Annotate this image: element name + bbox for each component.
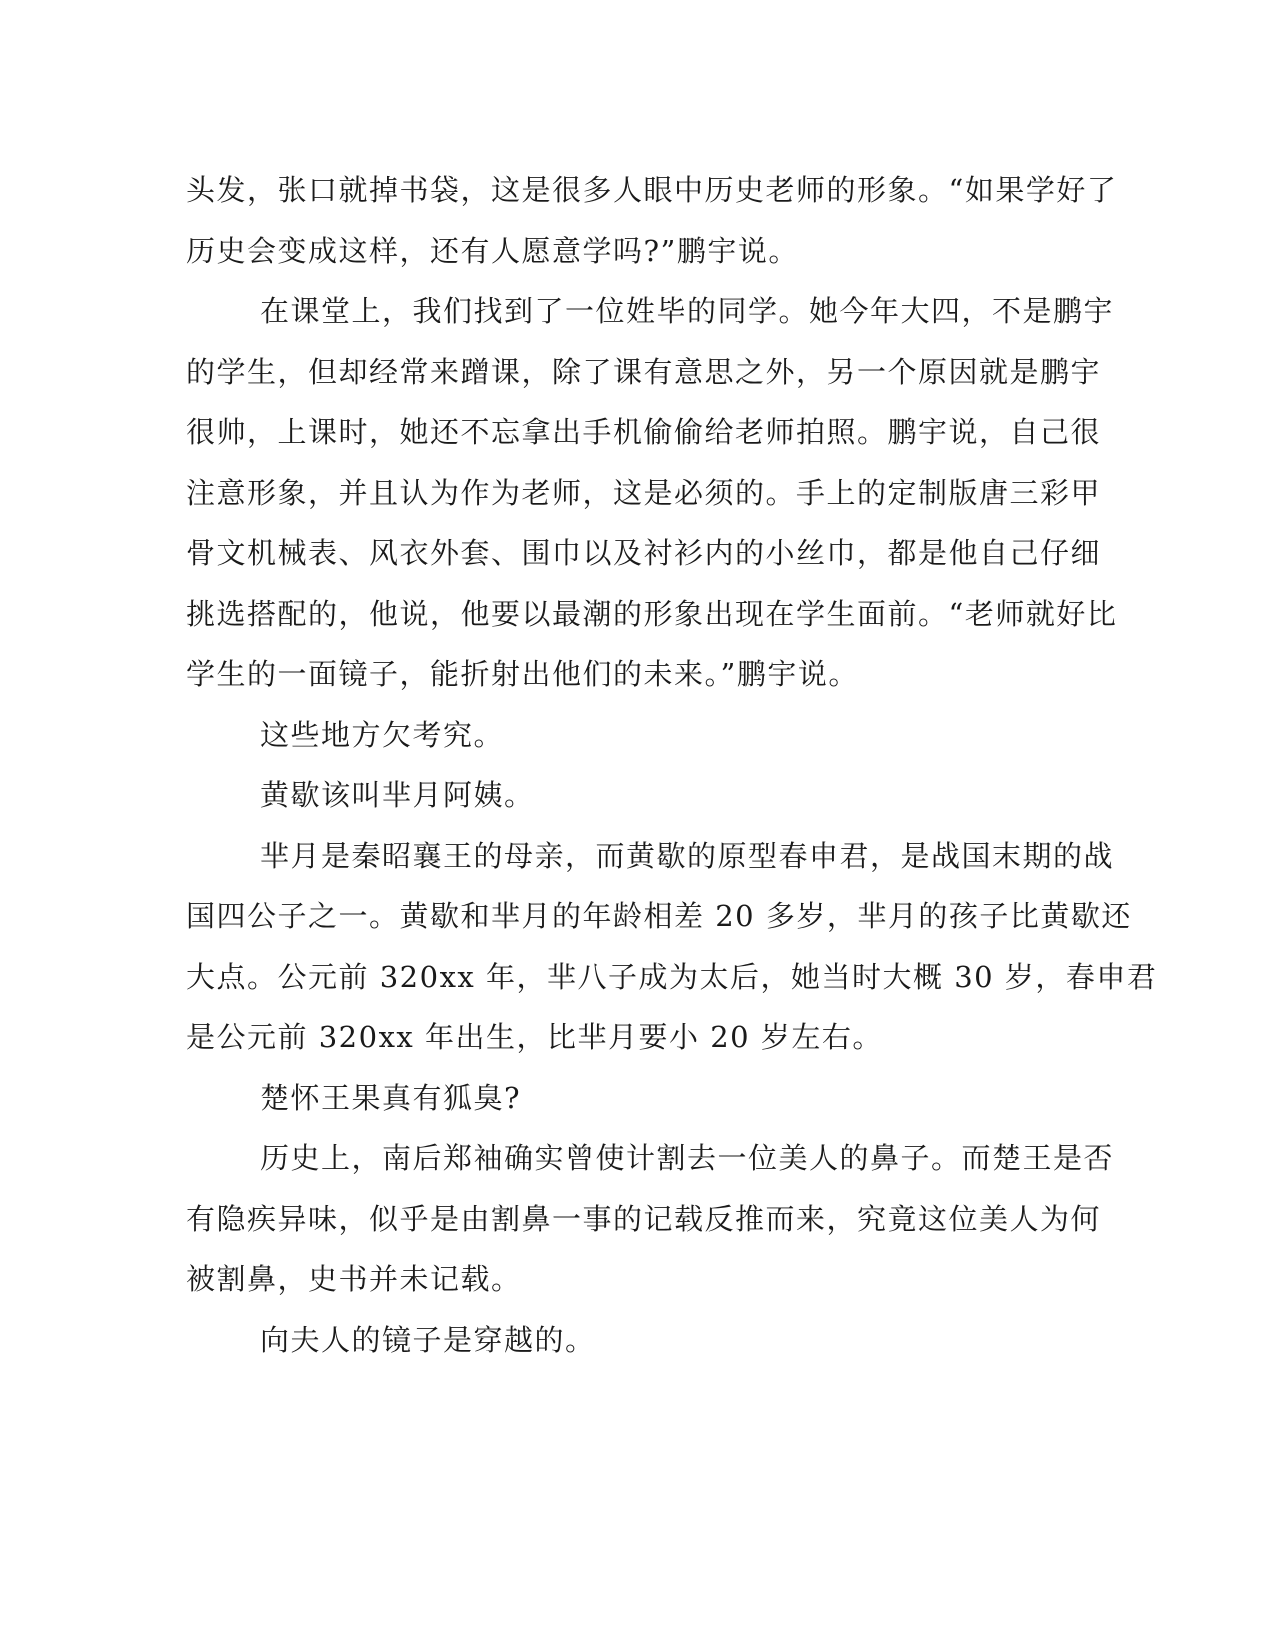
paragraph-start-line: 芈月是秦昭襄王的母亲，而黄歇的原型春申君，是战国末期的战 — [260, 838, 1115, 873]
text-line: 挑选搭配的，他说，他要以最潮的形象出现在学生面前。“老师就好比 — [186, 596, 1118, 631]
text-line: 学生的一面镜子，能折射出他们的未来。”鹏宇说。 — [186, 657, 859, 691]
text-line: 很帅，上课时，她还不忘拿出手机偷偷给老师拍照。鹏宇说，自己很 — [186, 415, 1102, 449]
text-line: 注意形象，并且认为作为老师，这是必须的。手上的定制版唐三彩甲 — [186, 475, 1102, 510]
text-line: 被割鼻，史书并未记载。 — [186, 1262, 522, 1296]
subheading-line: 楚怀王果真有狐臭? — [260, 1080, 522, 1115]
paragraph-start-line: 历史上，南后郑袖确实曾使计割去一位美人的鼻子。而楚王是否 — [260, 1141, 1115, 1175]
text-line: 大点。公元前 320xx 年，芈八子成为太后，她当时大概 30 岁，春申君 — [186, 959, 1158, 994]
subheading-line: 这些地方欠考究。 — [260, 717, 505, 752]
text-line: 骨文机械表、风衣外套、围巾以及衬衫内的小丝巾，都是他自己仔细 — [186, 536, 1102, 570]
text-line: 历史会变成这样，还有人愿意学吗?”鹏宇说。 — [186, 233, 799, 268]
text-line: 头发，张口就掉书袋，这是很多人眼中历史老师的形象。“如果学好了 — [186, 173, 1118, 207]
text-line: 是公元前 320xx 年出生，比芈月要小 20 岁左右。 — [186, 1020, 883, 1054]
text-line: 的学生，但却经常来蹭课，除了课有意思之外，另一个原因就是鹏宇 — [186, 354, 1102, 389]
subheading-line: 黄歇该叫芈月阿姨。 — [260, 778, 535, 812]
paragraph-start-line: 在课堂上，我们找到了一位姓毕的同学。她今年大四，不是鹏宇 — [260, 294, 1115, 328]
subheading-line: 向夫人的镜子是穿越的。 — [260, 1322, 596, 1357]
text-line: 有隐疾异味，似乎是由割鼻一事的记载反推而来，究竟这位美人为何 — [186, 1201, 1102, 1236]
text-line: 国四公子之一。黄歇和芈月的年龄相差 20 多岁，芈月的孩子比黄歇还 — [186, 899, 1132, 933]
document-body — [186, 160, 1158, 1370]
